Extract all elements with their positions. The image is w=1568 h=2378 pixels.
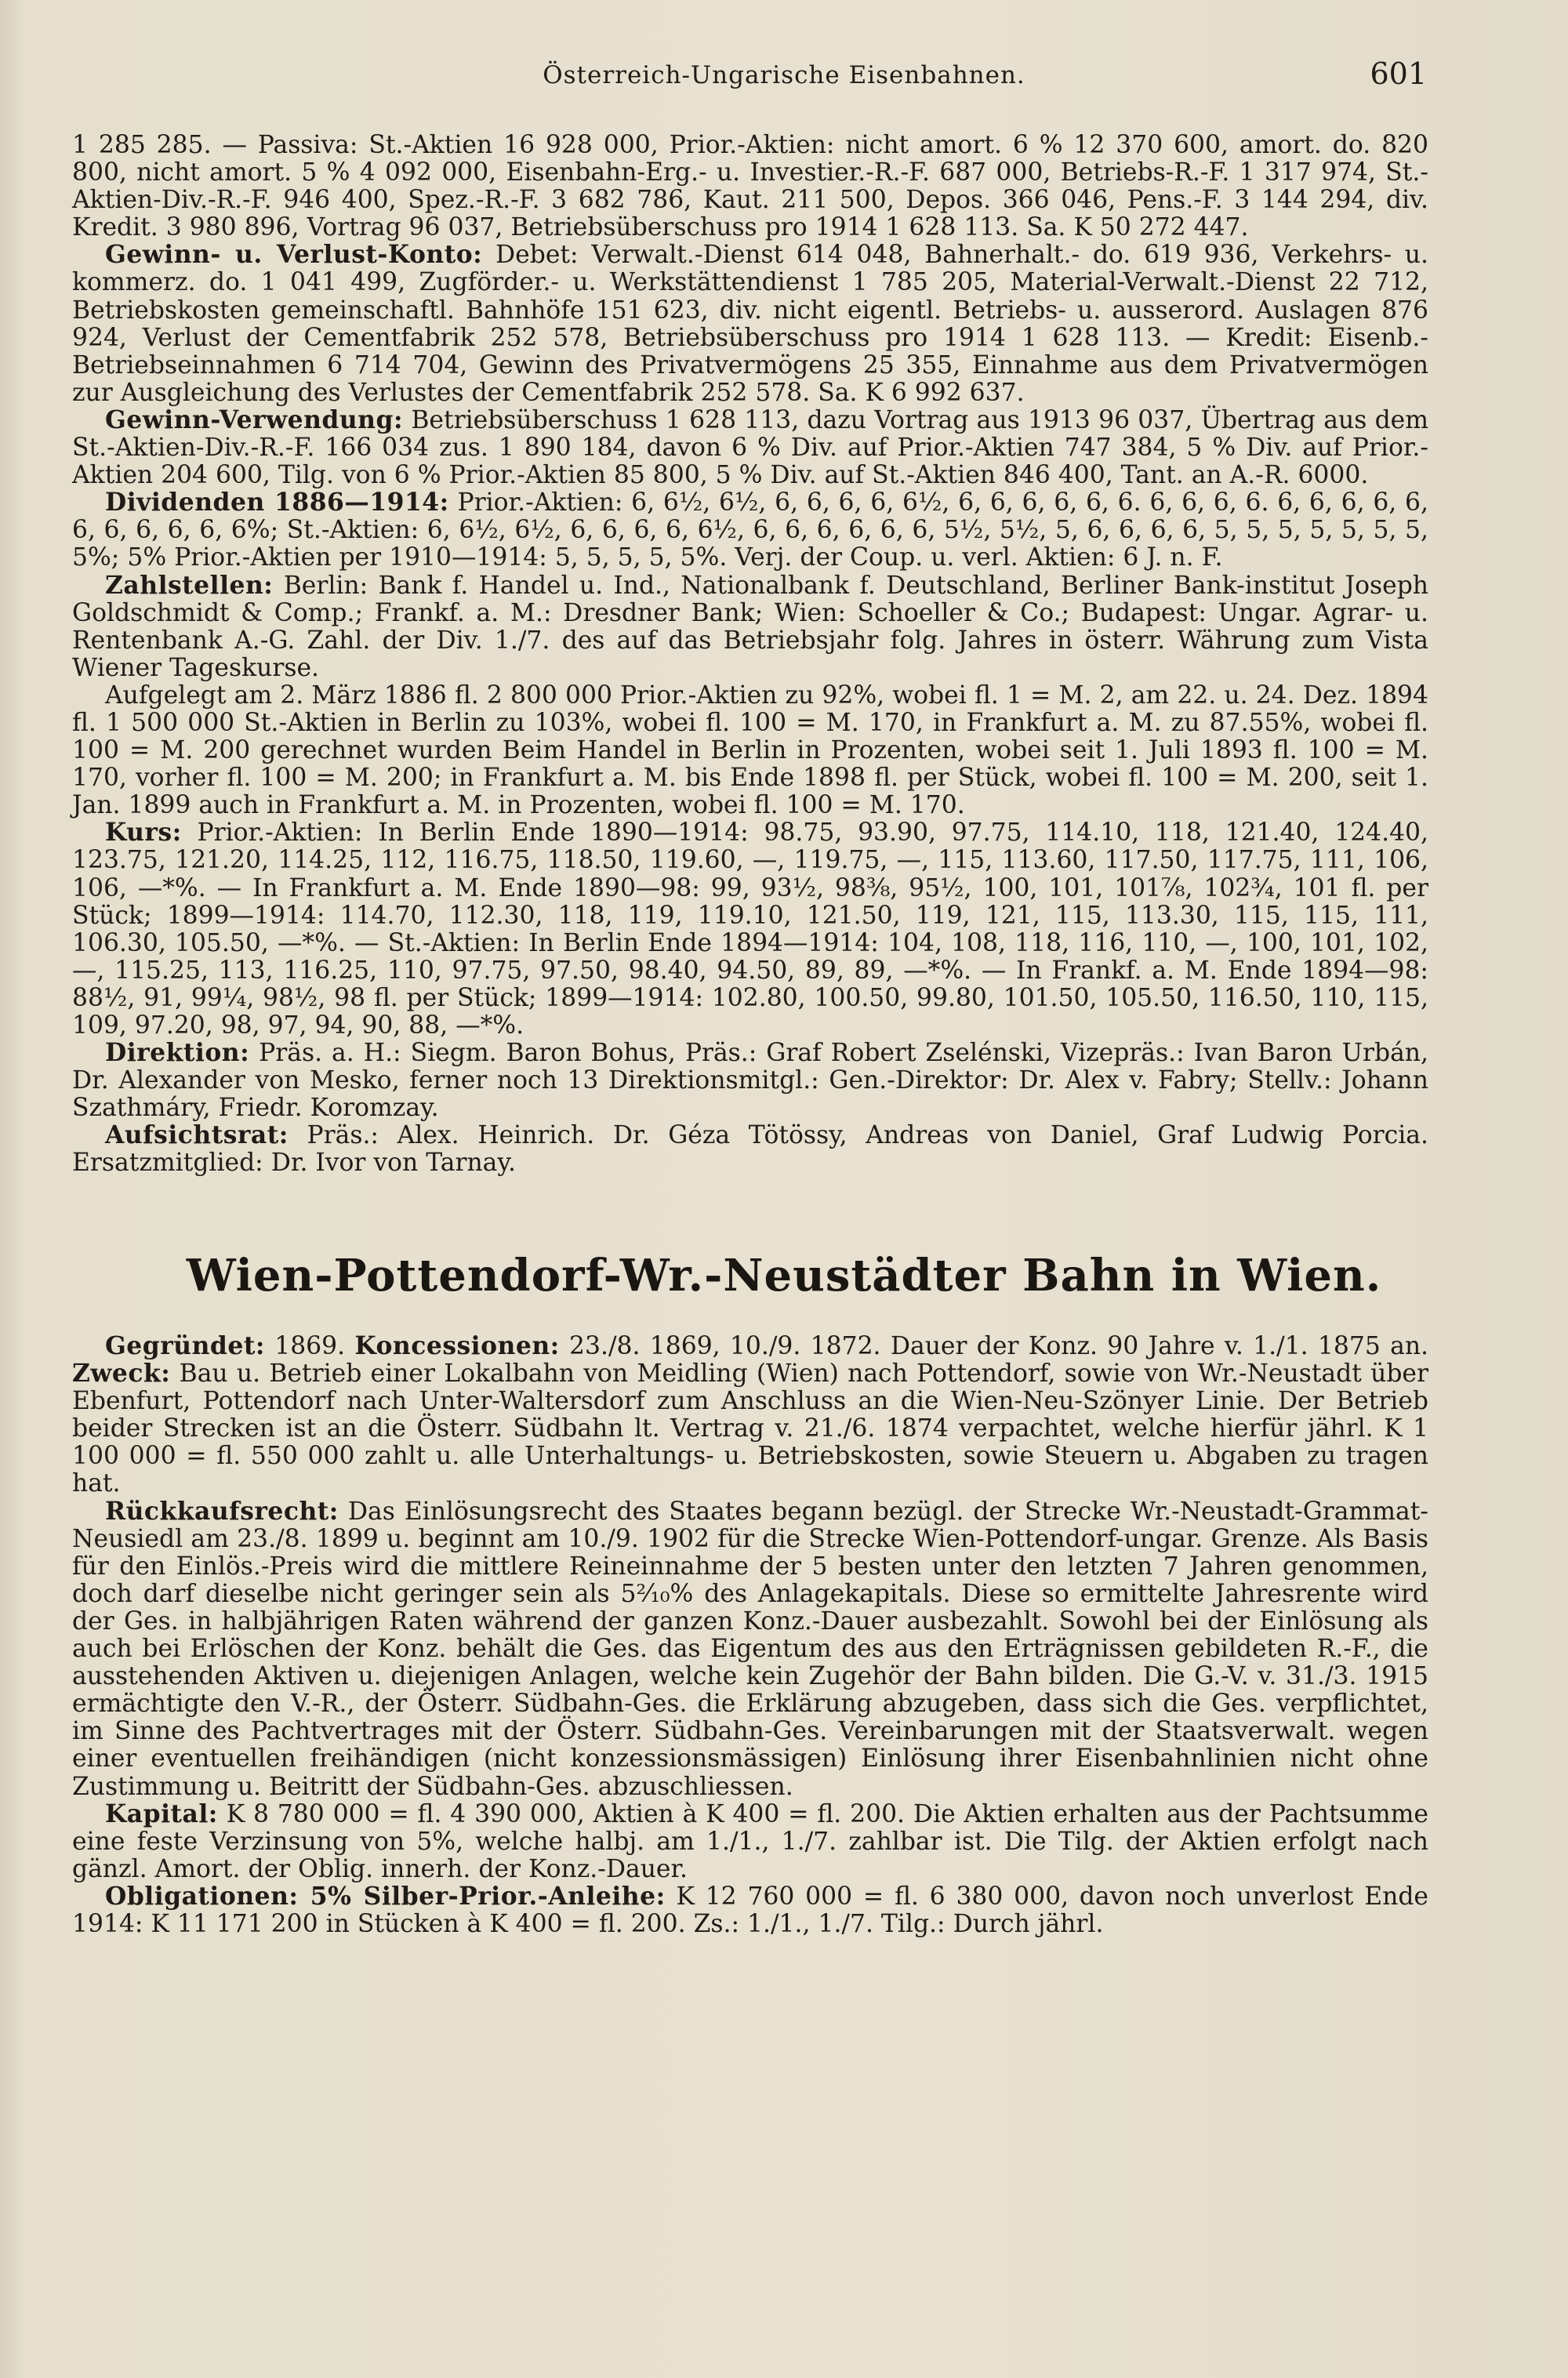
gewinn-verwendung-label: Gewinn-Verwendung: bbox=[105, 405, 404, 434]
passiva-paragraph bbox=[72, 132, 1428, 241]
zahlstellen-paragraph bbox=[72, 572, 1428, 682]
konzessionen-text: 23./8. 1869, 10./9. 1872. Dauer der Konz. 90 Jahre v. 1./1. 1875 an. bbox=[569, 1332, 1429, 1360]
gegruendet-label: Gegründet: bbox=[105, 1332, 265, 1360]
zahlstellen-label: Zahlstellen: bbox=[105, 571, 274, 600]
kurs-label: Kurs: bbox=[105, 819, 182, 848]
zweck-text: Bau u. Betrieb einer Lokalbahn von Meidling (Wien) nach Pottendorf, sowie von Wr.-Neustadt über Ebenfurt, Pottendorf nach Unter-Waltersdorf zum Anschluss an die Wien-Neu-Szönyer Linie. Der Betrieb beider Strecken ist an die Österr. Südbahn lt. Vertrag v. 21./6. 1874 verpachtet, welche hierfür jährl. K 1 100 000 = fl. 550 000 zahlt u. alle Unterhaltungs- u. Betriebskosten, sowie Steuern u. Abgaben zu tragen hat. bbox=[72, 1360, 1429, 1498]
konzessionen-label: Koncessionen: bbox=[354, 1332, 560, 1360]
obligationen-paragraph bbox=[72, 1883, 1428, 1938]
aufgelegt-paragraph bbox=[72, 682, 1428, 819]
direktion-paragraph bbox=[72, 1040, 1428, 1122]
section-previous-company bbox=[72, 132, 1428, 1178]
rueckkaufsrecht-paragraph bbox=[72, 1498, 1428, 1801]
aufsichtsrat-text: Präs.: Alex. Heinrich. Dr. Géza Tötössy, Andreas von Daniel, Graf Ludwig Porcia. Ersatzmitglied: Dr. Ivor von Tarnay. bbox=[72, 1121, 1428, 1178]
kapital-label: Kapital: bbox=[105, 1799, 218, 1828]
direktion-label: Direktion: bbox=[105, 1039, 250, 1068]
rueckkaufsrecht-label: Rückkaufsrecht: bbox=[105, 1497, 339, 1526]
kapital-text: K 8 780 000 = fl. 4 390 000, Aktien à K 400 = fl. 200. Die Aktien erhalten aus der Pachtsumme eine feste Verzinsung von 5%, welche halbj. am 1./1., 1./7. zahlbar ist. Die Tilg. der Aktien erfolgt nach gänzl. Amort. der Oblig. innerh. der Konz.-Dauer. bbox=[72, 1799, 1429, 1883]
gewinn-verlust-text: Debet: Verwalt.-Dienst 614 048, Bahnerhalt.- do. 619 936, Verkehrs- u. kommerz. do. 1 041 499, Zugförder.- u. Werkstättendienst 1 785 205, Material-Verwalt.-Dienst 22 712, Betriebskosten gemeinschaftl. Bahnhöfe 151 623, div. nicht eigentl. Betriebs- u. ausserord. Auslagen 876 924, Verlust der Cementfabrik 252 578, Betriebsüberschuss pro 1914 1 628 113. — Kredit: Eisenb.-Betriebseinnahmen 6 714 704, Gewinn des Privatvermögens 25 355, Einnahme aus dem Privatvermögen zur Ausgleichung des Verlustes der Cementfabrik 252 578. Sa. K 6 992 637. bbox=[72, 241, 1428, 407]
aufgelegt-text: Aufgelegt am 2. März 1886 fl. 2 800 000 Prior.-Aktien zu 92%, wobei fl. 1 = M. 2, am 22. u. 24. Dez. 1894 fl. 1 500 000 St.-Aktien in Berlin zu 103%, wobei fl. 100 = M. 170, in Frankfurt a. M. zu 87.55%, wobei fl. 100 = M. 200 gerechnet wurden Beim Handel in Berlin in Prozenten, wobei seit 1. Juli 1893 fl. 100 = M. 170, vorher fl. 100 = M. 200; in Frankfurt a. M. bis Ende 1898 fl. per Stück, wobei fl. 100 = M. 200, seit 1. Jan. 1899 auch in Frankfurt a. M. in Prozenten, wobei fl. 100 = M. 170. bbox=[72, 681, 1428, 820]
company-title: Wien-Pottendorf-Wr.-Neustädter Bahn in Wien. bbox=[186, 1250, 1382, 1302]
aufsichtsrat-paragraph bbox=[72, 1122, 1428, 1177]
kurs-paragraph bbox=[72, 819, 1428, 1040]
direktion-text: Präs. a. H.: Siegm. Baron Bohus, Präs.: Graf Robert Zselénski, Vizepräs.: Ivan Baron Urbán, Dr. Alexander von Mesko, ferner noch 13 Direktionsmitgl.: Gen.-Direktor: Dr. Alex v. Fabry; Stellv.: Johann Szathmáry, Friedr. Koromzay. bbox=[72, 1039, 1428, 1123]
gewinn-verwendung-paragraph bbox=[72, 407, 1428, 489]
dividenden-paragraph bbox=[72, 489, 1428, 572]
aufsichtsrat-label: Aufsichtsrat: bbox=[105, 1121, 289, 1150]
obligationen-label: Obligationen: 5% Silber-Prior.-Anleihe: bbox=[105, 1882, 666, 1911]
dividenden-label: Dividenden 1886—1914: bbox=[105, 488, 449, 517]
gegruendet-paragraph bbox=[72, 1333, 1428, 1498]
gewinn-verlust-label: Gewinn- u. Verlust-Konto: bbox=[105, 241, 483, 270]
zahlstellen-text: Berlin: Bank f. Handel u. Ind., Nationalbank f. Deutschland, Berliner Bank-institut Joseph Goldschmidt & Comp.; Frankf. a. M.: Dresdner Bank; Wien: Schoeller & Co.; Budapest: Ungar. Agrar- u. Rentenbank A.-G. Zahl. der Div. 1./7. des auf das Betriebsjahr folg. Jahres in österr. Währung zum Vista Wiener Tageskurse. bbox=[72, 571, 1429, 682]
zweck-label: Zweck: bbox=[72, 1360, 171, 1389]
gewinn-verwendung-text: Betriebsüberschuss 1 628 113, dazu Vortrag aus 1913 96 037, Übertrag aus dem St.-Aktien-Div.-R.-F. 166 034 zus. 1 890 184, davon 6 % Div. auf Prior.-Aktien 747 384, 5 % Div. auf Prior.-Aktien 204 600, Tilg. von 6 % Prior.-Aktien 85 800, 5 % Div. auf St.-Aktien 846 400, Tant. an A.-R. 6000. bbox=[72, 405, 1428, 490]
rueckkaufsrecht-text: Das Einlösungsrecht des Staates begann bezügl. der Strecke Wr.-Neustadt-Grammat-Neusiedl am 23./8. 1899 u. beginnt am 10./9. 1902 für die Strecke Wien-Pottendorf-ungar. Grenze. Als Basis für den Einlös.-Preis wird die mittlere Reineinnahme der 5 besten unter den letzten 7 Jahren genommen, doch darf dieselbe nicht geringer sein als 5²⁄₁₀% des Anlagekapitals. Diese so ermittelte Jahresrente wird der Ges. in halbjährigen Raten während der ganzen Konz.-Dauer ausbezahlt. Sowohl bei der Einlösung als auch bei Erlöschen der Konz. behält die Ges. das Eigentum des aus den Erträgnissen gebildeten R.-F., die ausstehenden Aktiven u. diejenigen Anlagen, welche kein Zugehör der Bahn bilden. Die G.-V. v. 31./3. 1915 ermächtigte den V.-R., der Österr. Südbahn-Ges. die Erklärung abzugeben, dass sich die Ges. verpflichtet, im Sinne des Pachtvertrages mit der Österr. Südbahn-Ges. Vereinbarungen mit der Staatsverwalt. wegen einer eventuellen freihändigen (nicht konzessionsmässigen) Einlösung ihrer Eisenbahnlinien nicht ohne Zustimmung u. Beitritt der Südbahn-Ges. abzuschliessen. bbox=[72, 1497, 1428, 1801]
section-wien-pottendorf bbox=[72, 1333, 1428, 1938]
kapital-paragraph bbox=[72, 1801, 1428, 1883]
gewinn-verlust-paragraph bbox=[72, 241, 1428, 407]
running-head bbox=[0, 52, 1568, 99]
gegruendet-text: 1869. bbox=[274, 1332, 346, 1360]
obligationen-text: K 12 760 000 = fl. 6 380 000, davon noch unverlost Ende 1914: K 11 171 200 in Stücken à K 400 = fl. 200. Zs.: 1./1., 1./7. Tilg.: Durch jährl. bbox=[72, 1882, 1429, 1938]
dividenden-text: Prior.-Aktien: 6, 6½, 6½, 6, 6, 6, 6, 6½, 6, 6, 6, 6, 6, 6. 6, 6, 6, 6. 6, 6, 6, 6, 6, 6, 6, 6, 6, 6, 6%; St.-Aktien: 6, 6½, 6½, 6, 6, 6, 6, 6½, 6, 6, 6, 6, 6, 6, 5½, 5½, 5, 6, 6, 6, 6, 5, 5, 5, 5, 5, 5, 5, 5%; 5% Prior.-Aktien per 1910—1914: 5, 5, 5, 5, 5%. Verj. der Coup. u. verl. Aktien: 6 J. n. F. bbox=[72, 488, 1428, 572]
kurs-text: Prior.-Aktien: In Berlin Ende 1890—1914: 98.75, 93.90, 97.75, 114.10, 118, 121.40, 124.40, 123.75, 121.20, 114.25, 112, 116.75, 118.50, 119.60, —, 119.75, —, 115, 113.60, 117.50, 117.75, 111, 106, 106, —*%. — In Frankfurt a. M. Ende 1890—98: 99, 93½, 98⅜, 95½, 100, 101, 101⅞, 102¾, 101 fl. per Stück; 1899—1914: 114.70, 112.30, 118, 119, 119.10, 121.50, 119, 121, 115, 113.30, 115, 115, 111, 106.30, 105.50, —*%. — St.-Aktien: In Berlin Ende 1894—1914: 104, 108, 118, 116, 110, —, 100, 101, 102, —, 115.25, 113, 116.25, 110, 97.75, 97.50, 98.40, 94.50, 89, 89, —*%. — In Frankf. a. M. Ende 1894—98: 88½, 91, 99¼, 98½, 98 fl. per Stück; 1899—1914: 102.80, 100.50, 99.80, 101.50, 105.50, 116.50, 110, 115, 109, 97.20, 98, 97, 94, 90, 88, —*%. bbox=[72, 819, 1429, 1040]
passiva-text: 1 285 285. — Passiva: St.-Aktien 16 928 000, Prior.-Aktien: nicht amort. 6 % 12 370 600, amort. do. 820 800, nicht amort. 5 % 4 092 000, Eisenbahn-Erg.- u. Investier.-R.-F. 687 000, Betriebs-R.-F. 1 317 974, St.-Aktien-Div.-R.-F. 946 400, Spez.-R.-F. 3 682 786, Kaut. 211 500, Depos. 366 046, Pens.-F. 3 144 294, div. Kredit. 3 980 896, Vortrag 96 037, Betriebsüberschuss pro 1914 1 628 113. Sa. K 50 272 447. bbox=[72, 131, 1428, 242]
page-number: 601 bbox=[1370, 56, 1427, 91]
running-title: Österreich-Ungarische Eisenbahnen. bbox=[543, 61, 1025, 89]
